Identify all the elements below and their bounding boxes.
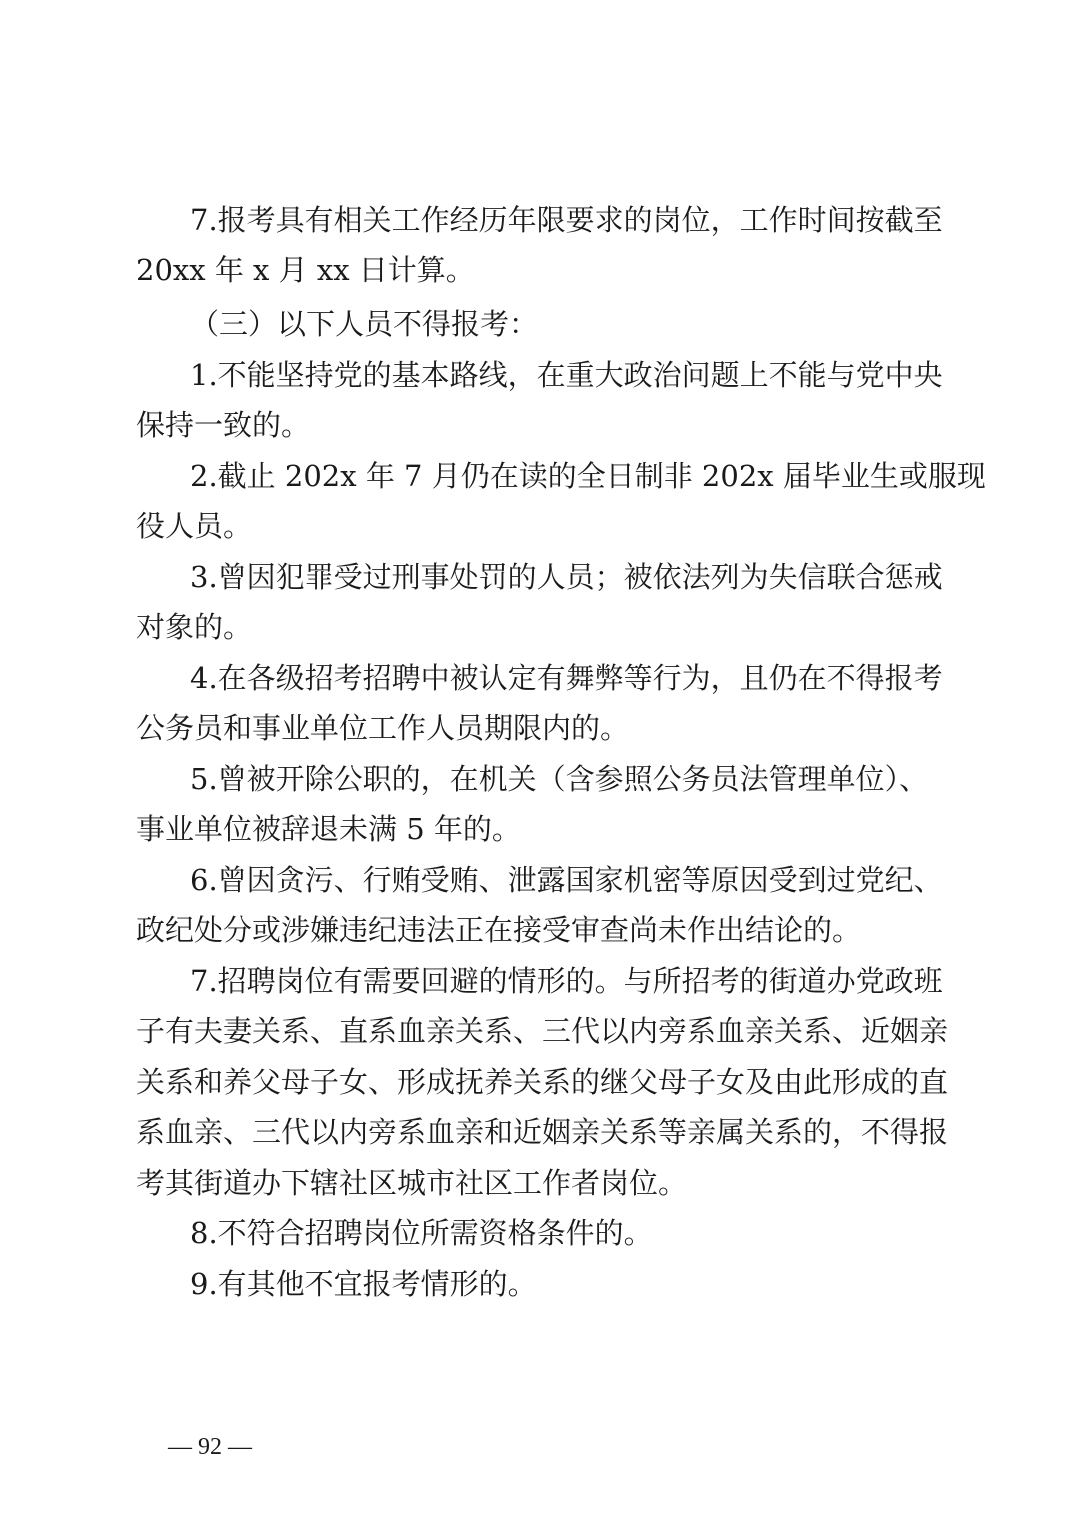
line-text: 5.曾被开除公职的，在机关（含参照公务员法管理单位）、 xyxy=(190,762,929,796)
line-text: 公务员和事业单位工作人员期限内的。 xyxy=(136,711,630,745)
line-text: 对象的。 xyxy=(136,610,253,644)
line-text: 1.不能坚持党的基本路线，在重大政治问题上不能与党中央 xyxy=(190,358,943,392)
line-text: 2.截止 202x 年 7 月仍在读的全日制非 202x 届毕业生或服现 xyxy=(190,459,986,493)
line-text: 系血亲、三代以内旁系血亲和近姻亲关系等亲属关系的，不得报 xyxy=(136,1115,949,1149)
line-text: 4.在各级招考招聘中被认定有舞弊等行为，且仍在不得报考 xyxy=(190,661,943,695)
line-text: 关系和养父母子女、形成抚养关系的继父母子女及由此形成的直 xyxy=(136,1065,949,1099)
page-number: — 92 — xyxy=(168,1434,252,1460)
line-text: 20xx 年 x 月 xx 日计算。 xyxy=(136,253,475,287)
line-text: 保持一致的。 xyxy=(136,408,311,442)
line-text: 考其街道办下辖社区城市社区工作者岗位。 xyxy=(136,1166,688,1200)
line-text: 6.曾因贪污、行贿受贿、泄露国家机密等原因受到过党纪、 xyxy=(190,863,943,897)
line-text: 9.有其他不宜报考情形的。 xyxy=(190,1267,537,1301)
line-text: 7.报考具有相关工作经历年限要求的岗位，工作时间按截至 xyxy=(190,203,943,237)
line-text: 役人员。 xyxy=(136,509,253,543)
line-text: 政纪处分或涉嫌违纪违法正在接受审查尚未作出结论的。 xyxy=(136,913,862,947)
line-text: 3.曾因犯罪受过刑事处罚的人员；被依法列为失信联合惩戒 xyxy=(190,560,943,594)
line-text: 事业单位被辞退未满 5 年的。 xyxy=(136,812,521,846)
line-text: 子有夫妻关系、直系血亲关系、三代以内旁系血亲关系、近姻亲 xyxy=(136,1014,949,1048)
line-text: 8.不符合招聘岗位所需资格条件的。 xyxy=(190,1216,653,1250)
line-text: 7.招聘岗位有需要回避的情形的。与所招考的街道办党政班 xyxy=(190,964,943,998)
heading-text: （三）以下人员不得报考： xyxy=(190,307,539,341)
